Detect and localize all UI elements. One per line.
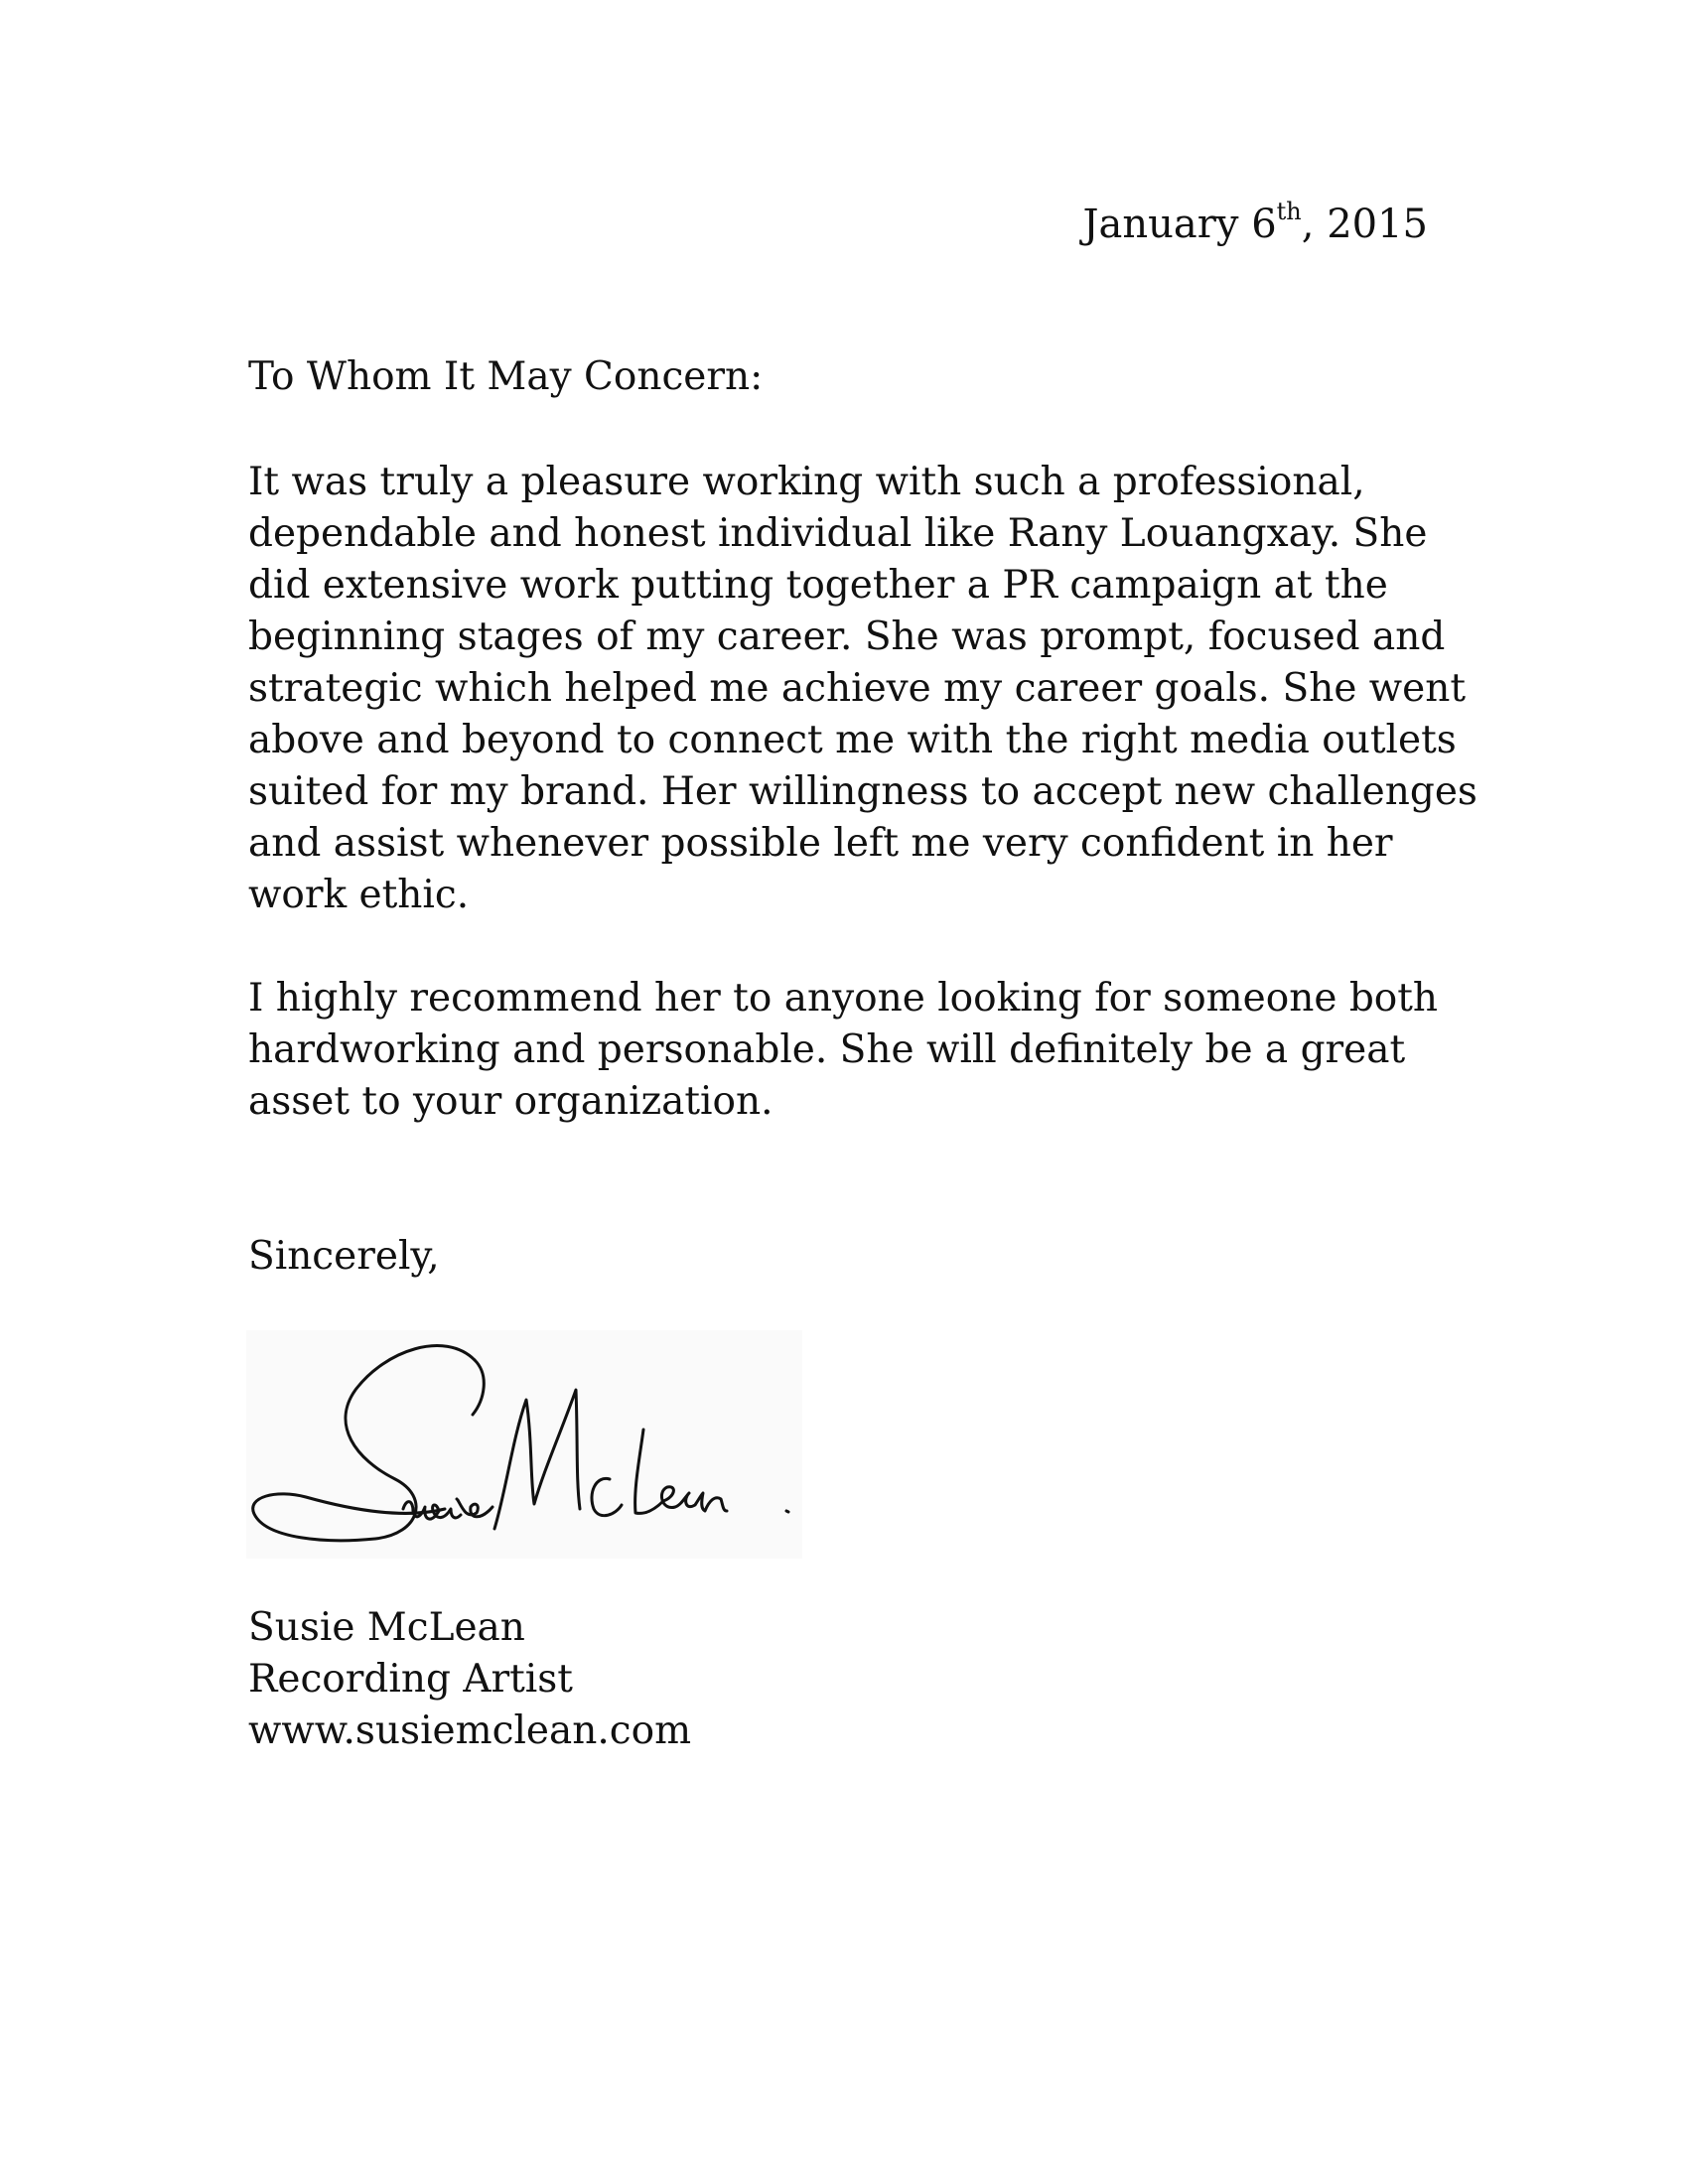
signer-website: www.susiemclean.com — [248, 1708, 692, 1753]
signature-drawing — [246, 1330, 802, 1559]
signature-block — [248, 1602, 691, 1757]
letter-date — [1083, 199, 1428, 250]
paragraph-line: and assist whenever possible left me very confident in her — [248, 821, 1393, 866]
paragraph-line: strategic which helped me achieve my career goals. She went — [248, 666, 1467, 711]
paragraph-line: dependable and honest individual like Rany Louangxay. She — [248, 511, 1428, 556]
body-paragraph-2 — [248, 973, 1450, 1128]
paragraph-line: work ethic. — [248, 873, 470, 917]
paragraph-line: above and beyond to connect me with the right media outlets — [248, 718, 1457, 762]
body-paragraph-1 — [248, 457, 1477, 921]
closing: Sincerely, — [248, 1234, 440, 1279]
handwritten-signature — [246, 1330, 802, 1559]
paragraph-line: I highly recommend her to anyone looking for someone both — [248, 976, 1439, 1021]
signer-title: Recording Artist — [248, 1657, 573, 1702]
paragraph-line: beginning stages of my career. She was prompt, focused and — [248, 614, 1446, 659]
paragraph-line: asset to your organization. — [248, 1079, 774, 1124]
paragraph-line: hardworking and personable. She will definitely be a great — [248, 1027, 1406, 1072]
date-ordinal-suffix: th — [1276, 198, 1302, 225]
salutation: To Whom It May Concern: — [248, 354, 764, 399]
paragraph-line: It was truly a pleasure working with such a professional, — [248, 460, 1365, 504]
paragraph-line: suited for my brand. Her willingness to accept new challenges — [248, 769, 1477, 814]
date-year: , 2015 — [1301, 202, 1428, 247]
date-month-day: January 6 — [1082, 202, 1277, 247]
paragraph-line: did extensive work putting together a PR campaign at the — [248, 563, 1388, 608]
signer-name: Susie McLean — [248, 1605, 525, 1650]
